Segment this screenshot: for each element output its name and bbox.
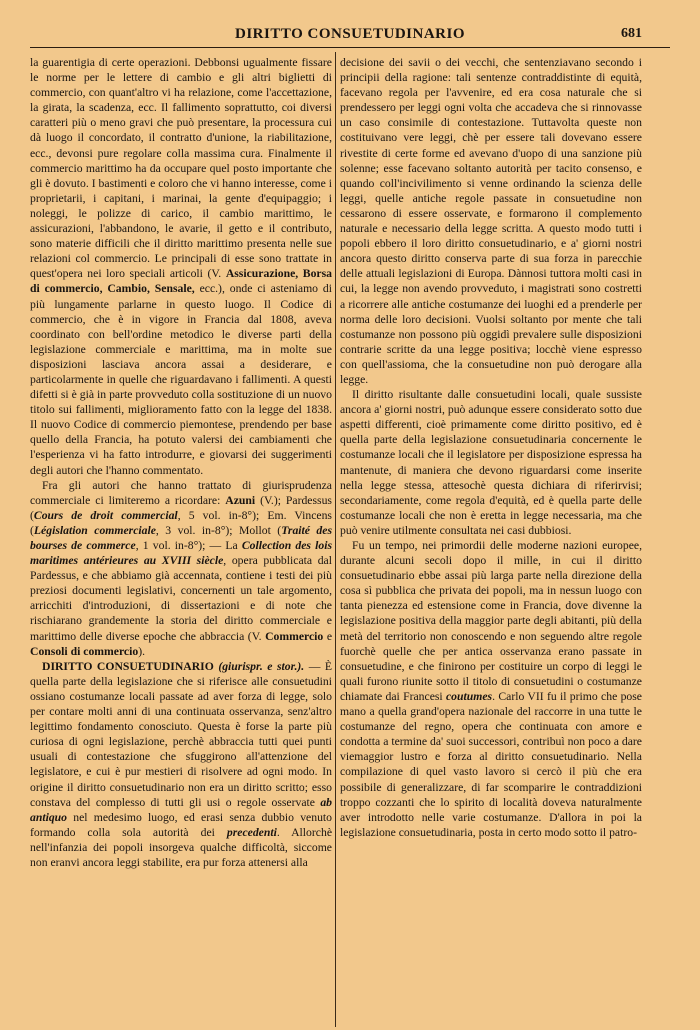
entry-diritto-consuetudinario: DIRITTO CONSUETUDINARIO (giurispr. e stor.). — È quella parte della legislazione che si riferisce alle consuetudini ossiano costumanze locali passate ad aver forza di legge, solo per contare molti anni di una continuata osservanza, senz'altro legittimo fondamento conosciuto. Questa è forse la parte più curiosa di ogni legislazione, perchè abbraccia tutti quei punti usuali di contestazione che sfuggirono all'attenzione del legislatore, e cui è pur mestieri di risolvere ad ogni modo. In origine il diritto consuetudinario non era un diritto scritto; esso constava del complesso di tutti gli usi o regole osservate ab antiquo nel medesimo luogo, ed erasi senza dubbio venuto formando colla sola autorità dei precedenti. Allorchè nell'infanzia dei popoli insorgeva qualche difficoltà, siccome non eranvi ancora leggi stabilite, era pur forza attenersi alla <box>30 659 333 869</box>
left-column <box>30 55 332 870</box>
right-column <box>340 55 642 840</box>
page-number: 681 <box>621 26 642 41</box>
column-divider <box>335 52 336 1027</box>
running-title: DIRITTO CONSUETUDINARIO <box>234 26 466 42</box>
header-rule <box>30 47 670 48</box>
entry-tag: (giurispr. e stor.). <box>218 659 305 673</box>
paragraph-origins: decisione dei savii o dei vecchi, che sentenziavano secondo i principii della ragione: tali sentenze contraddistinte di equità, facevano regola per l'avvenire, ed era cosa naturale che si prendessero per leggi ogni volta che accadeva che si rinnovasse un caso consimile di contestazione. Tuttavolta queste non costituivano vere leggi, chè per essere tali dovevano essere rivestite di certe forme ed avevano d'uopo di una sanzione più solenne; esse facevano soltanto autorità per tacito consenso, e quando coll'incivilimento si venne ordinando la scienza delle leggi, quelle antiche regole passate in consuetudine non cessarono di essere osservate, e formarono il complemento naturale e necessario della legge scritta. A questo modo tutti i popoli ebbero il loro diritto consuetudinario, e a' giorni nostri ancora questo diritto conserva parte di sua forza in parecchie delle attuali legislazioni di Europa. Dànnosi tuttora molti casi in cui, la legge non avendo provveduto, i magistrati sono costretti a ricorrere alle antiche costumanze dei luoghi ed a prenderle per norma delle loro decisioni. Vuolsi soltanto por mente che tali costumanze non possono più oggidì prevalere sulle disposizioni contrarie scritte da una legge positiva; locchè viene espresso con quell'assioma, che la consuetudine non può derogare alla legge. <box>340 56 642 386</box>
paragraph-aspects: Il diritto risultante dalle consuetudini locali, quale sussiste ancora a' giorni nostri, può adunque essere considerato sotto due aspetti differenti, cioè primamente come diritto positivo, ed è quella parte della legislazione consuetudinaria concernente le costumanze locali che il legislatore per disposizione espressa ha mantenute, di maniera che devono riguardarsi come inserite nella legge stessa, attesochè questa dichiara di riferirvisi; secondariamente, come regola d'equità, ed è quella parte delle costumanze locali che non è eretta in legge necessaria, ma che può venire utilmente consultata nei casi dubbiosi. <box>340 388 642 537</box>
paragraph-france: Fu un tempo, nei primordii delle moderne nazioni europee, durante alcuni secoli dopo il mille, in cui il diritto consuetudinario ebbe assai più larga parte nella direzione della cosa sì pubblica che privata dei popoli, ma in nessun luogo con tanta pienezza ed estensione come in Francia, dove divenne la legislazione positiva della maggior parte degli abitanti, più della metà del territorio non conoscendo e non seguendo altre regole fuorchè quelle che per antica osservanza erano passate in consuetudine, e che finirono per costituire un corpo di leggi le quali furono riunite sotto il titolo di consuetudini o costumanze chiamate dai Francesi coutumes. Carlo VII fu il primo che pose mano a quella grand'opera nazionale del raccorre in una tutte le costumanze del regno, opera che continuata con amore e condotta a termine da' suoi successori, contribuì non poco a dare viemaggior lustro e forza al diritto consuetudinario. Nella compilazione di quel vasto lavoro si cercò il più che era possibile di generalizzare, di far scomparire le contraddizioni troppo cozzanti che lo spirito di località doveva naturalmente aver introdotto nelle varie costumanze. D'allora in poi la legislazione consuetudinaria, posta in certo modo sotto il patro- <box>340 539 642 839</box>
paragraph-commerce: la guarentigia di certe operazioni. Debbonsi ugualmente fissare le norme per le lettere di cambio e gli altri biglietti di commercio, con quant'altro vi ha relazione, come l'accettazione, la girata, la scadenza, ecc. Il fallimento soprattutto, coi diversi caratteri più o meno gravi che può presentare, la processura cui dà luogo il concordato, il contratto d'unione, la riabilitazione, ecc., devonsi pure regolare colla massima cura. Finalmente il commercio marittimo ha da occupare quel posto importante che gli è dovuto. I bastimenti e coloro che vi hanno interesse, come i proprietarii, i capitani, i marinai, la gente d'equipaggio; i noleggi, le polizze di carico, il cambio marittimo, le assicurazioni, l'abbandono, le avarie, il getto e il contributo, sono materie difficili che il diritto marittimo presenta nelle sue relazioni col commercio. Le principali di esse sono trattate in quest'opera nei loro speciali articoli (V. Assicurazione, Borsa di commercio, Cambio, Sensale, ecc.), onde ci asteniamo di più lungamente parlarne in questo luogo. Il Codice di commercio, che è in vigore in Francia dal 1808, aveva coordinato con bell'ordine metodico le diverse parti della legislazione commerciale e marittima, ma in molte sue disposizioni lasciava ancora assai a desiderare, e particolarmente in quelle che riguardavano i fallimenti. A questi difetti si è già in parte provveduto colla sostituzione di un nuovo titolo sui fallimenti, miglioramento fatto con la legge del 1838. Il nuovo Codice di commercio piemontese, prendendo per base quello della Francia, ha potuto valersi dei cambiamenti che l'esperienza vi ha fatto introdurre, e giovarsi dei suggerimenti degli autori che l'hanno commentato. <box>30 56 332 477</box>
paragraph-authors: Fra gli autori che hanno trattato di giurisprudenza commerciale ci limiteremo a ricordare: Azuni (V.); Pardessus (Cours de droit commercial, 5 vol. in-8°); Em. Vincens (Législation commerciale, 3 vol. in-8°); Mollot (Traité des bourses de commerce, 1 vol. in-8°); — La Collection des lois maritimes antérieures au XVIII siècle, opera pubblicata dal Pardessus, e che abbiamo già accennata, contiene i testi dei più preziosi documenti legislativi, concernenti un tale argomento, arricchiti d'introduzioni, di dissertazioni e di note che rischiarano grandemente la storia del diritto commerciale e marittimo delle diverse epoche che abbraccia (V. Commercio e Consoli di commercio). <box>30 478 333 658</box>
running-head <box>0 26 700 46</box>
entry-title: DIRITTO CONSUETUDINARIO <box>42 659 214 673</box>
